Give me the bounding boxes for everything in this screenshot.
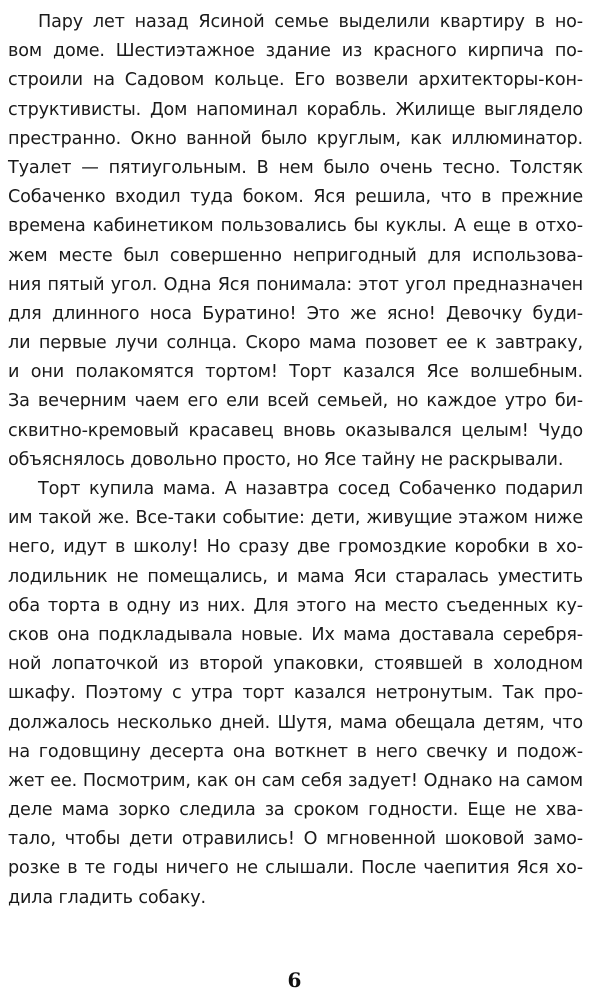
- text-line: Пару лет назад Ясиной семье выделили квартиру в но-: [38, 12, 583, 32]
- text-line: шкафу. Поэтому с утра торт казался нетронутым. Так про-: [8, 683, 583, 704]
- text-line: для длинного носа Буратино! Это же ясно! Девочку буди-: [8, 303, 583, 324]
- text-line: дила гладить собаку.: [8, 887, 206, 908]
- text-line: ли первые лучи солнца. Скоро мама позовет ее к завтраку,: [8, 333, 583, 354]
- text-line: жем месте был совершенно непригодный для использова-: [8, 245, 583, 266]
- text-line: престранно. Окно ванной было круглым, как иллюминатор.: [8, 128, 583, 149]
- text-line: сквитно-кремовый красавец вновь оказывался целым! Чудо: [8, 420, 583, 441]
- text-line: розке в те годы ничего не слышали. После чаепития Яся хо-: [8, 858, 583, 879]
- text-line: тало, чтобы дети отравились! О мгновенной шоковой замо-: [8, 829, 583, 850]
- text-line: структивисты. Дом напоминал корабль. Жилище выглядело: [8, 99, 583, 120]
- text-line: жет ее. Посмотрим, как он сам себя задует! Однако на самом: [8, 770, 583, 791]
- text-line: него, идут в школу! Но сразу две громоздкие коробки в хо-: [8, 537, 583, 558]
- page-number: 6: [287, 968, 302, 992]
- text-line: объяснялось довольно просто, но Ясе тайну не раскрывали.: [8, 449, 564, 470]
- text-line: Собаченко входил туда боком. Яся решила, что в прежние: [8, 187, 583, 208]
- text-line: лодильник не помещались, и мама Яси старалась уместить: [8, 566, 583, 587]
- text-line: должалось несколько дней. Шутя, мама обещала детям, что: [8, 712, 583, 733]
- text-line: им такой же. Все-таки событие: дети, живущие этажом ниже: [8, 508, 583, 529]
- text-line: ния пятый угол. Одна Яся понимала: этот угол предназначен: [8, 274, 583, 295]
- text-line: вом доме. Шестиэтажное здание из красного кирпича по-: [8, 41, 583, 62]
- text-line: Торт купила мама. А назавтра сосед Собаченко подарил: [38, 479, 583, 499]
- text-line: За вечерним чаем его ели всей семьей, но каждое утро би-: [8, 391, 583, 412]
- text-line: строили на Садовом кольце. Его возвели архитекторы-кон-: [8, 70, 583, 91]
- text-line: времена кабинетиком пользовались бы куклы. А еще в отхо-: [8, 216, 583, 237]
- text-line: сков она подкладывала новые. Их мама доставала серебря-: [8, 624, 583, 645]
- body-text: [8, 8, 583, 913]
- text-line: Туалет — пятиугольным. В нем было очень тесно. Толстяк: [8, 157, 583, 178]
- text-line: оба торта в одну из них. Для этого на место съеденных ку-: [8, 595, 583, 616]
- paragraph-2: [8, 475, 583, 913]
- text-line: и они полакомятся тортом! Торт казался Ясе волшебным.: [8, 362, 583, 383]
- paragraph-1: [8, 8, 583, 475]
- text-line: ной лопаточкой из второй упаковки, стоявшей в холодном: [8, 654, 583, 675]
- text-line: деле мама зорко следила за сроком годности. Еще не хва-: [8, 800, 583, 821]
- text-line: на годовщину десерта она воткнет в него свечку и подож-: [8, 741, 583, 762]
